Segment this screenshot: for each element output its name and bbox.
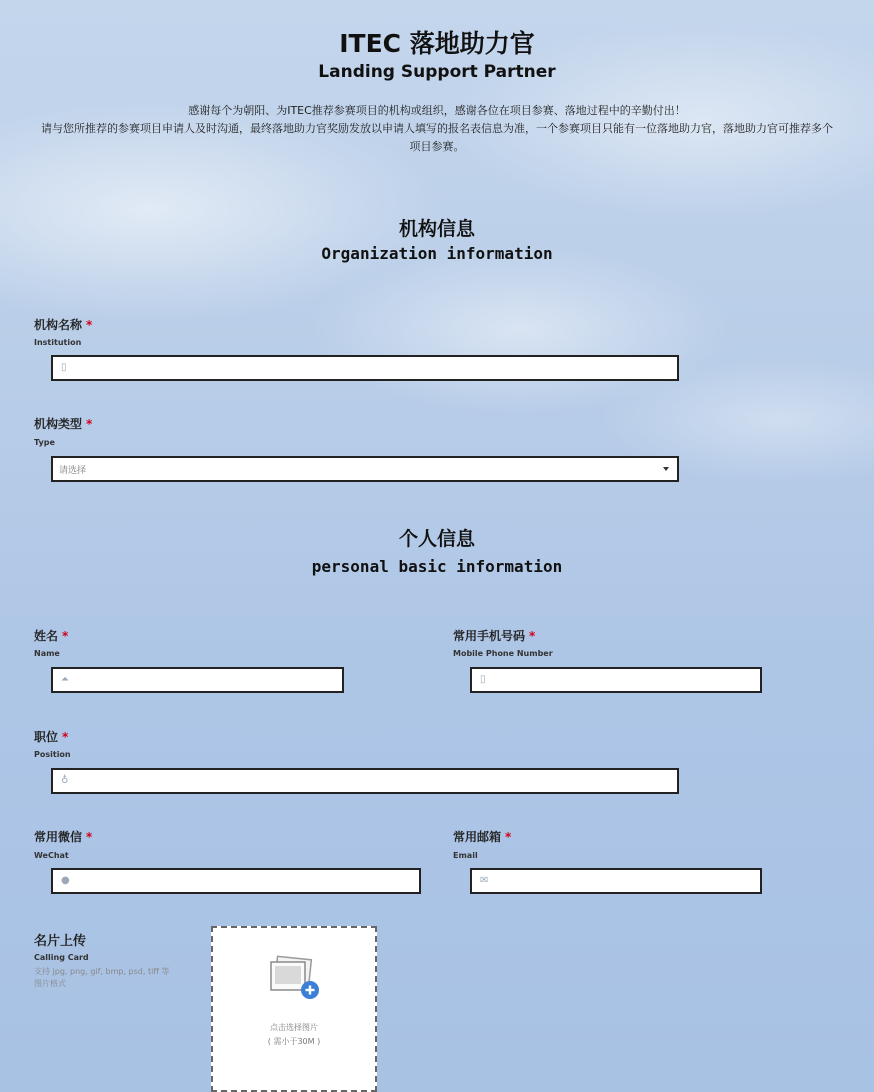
mobile-label: 常用手机号码 * (453, 629, 536, 643)
card-upload-area[interactable] (211, 926, 377, 1092)
type-select-value: 请选择 (59, 466, 87, 476)
card-sublabel: Calling Card (34, 953, 89, 962)
card-format-hint: 支持 jpg, png, gif, bmp, psd, tiff 等图片格式 (34, 967, 170, 988)
required-mark: * (62, 629, 69, 643)
org-section-title: 机构信息 (398, 218, 475, 240)
badge-icon: ♁ (61, 775, 69, 786)
page-subtitle: Landing Support Partner (318, 62, 556, 82)
mobile-input[interactable] (470, 667, 762, 693)
required-mark: * (86, 417, 93, 431)
wechat-input[interactable] (51, 868, 421, 894)
name-sublabel: Name (34, 649, 60, 658)
phone-icon: ▯ (480, 674, 486, 685)
wechat-label: 常用微信 * (34, 830, 93, 844)
type-label: 机构类型 * (34, 417, 93, 431)
mobile-sublabel: Mobile Phone Number (453, 649, 553, 658)
position-input[interactable] (51, 768, 679, 794)
name-label: 姓名 * (34, 629, 69, 643)
position-sublabel: Position (34, 750, 71, 759)
personal-section-subtitle: personal basic information (311, 557, 563, 576)
type-select[interactable] (51, 456, 679, 482)
intro-line-2: 请与您所推荐的参赛项目申请人及时沟通，最终落地助力官奖励发放以申请人填写的报名表信息为准，一个参赛项目只能有一位落地助力官，落地助力官可推荐多个项目参赛。 (41, 122, 833, 153)
upload-prompt: 点击选择图片 (270, 1023, 318, 1032)
email-sublabel: Email (453, 851, 478, 860)
wechat-sublabel: WeChat (34, 851, 69, 860)
institution-label: 机构名称 * (34, 318, 93, 332)
email-label: 常用邮箱 * (453, 830, 512, 844)
email-input[interactable] (470, 868, 762, 894)
org-section-subtitle: Organization information (321, 244, 553, 263)
required-mark: * (529, 629, 536, 643)
envelope-icon: ✉ (480, 875, 489, 886)
card-label: 名片上传 (34, 934, 87, 949)
institution-input[interactable] (51, 355, 679, 381)
user-icon: ⏶ (61, 674, 69, 685)
required-mark: * (62, 730, 69, 744)
upload-size-limit: ( 需小于30M ) (267, 1037, 321, 1046)
required-mark: * (86, 318, 93, 332)
personal-section-title: 个人信息 (398, 528, 475, 550)
chevron-down-icon (663, 467, 669, 471)
type-sublabel: Type (34, 438, 55, 447)
wechat-icon: ● (61, 875, 70, 886)
institution-sublabel: Institution (34, 338, 82, 347)
image-add-icon (268, 952, 322, 1002)
name-input[interactable] (51, 667, 344, 693)
position-label: 职位 * (34, 730, 69, 744)
required-mark: * (86, 830, 93, 844)
intro-text (40, 102, 834, 156)
building-icon: ▯ (61, 362, 67, 373)
intro-line-1: 感谢每个为朝阳、为ITEC推荐参赛项目的机构或组织，感谢各位在项目参赛、落地过程中的辛勤付出！ (188, 104, 686, 117)
required-mark: * (505, 830, 512, 844)
page-title: ITEC 落地助力官 (339, 29, 535, 58)
